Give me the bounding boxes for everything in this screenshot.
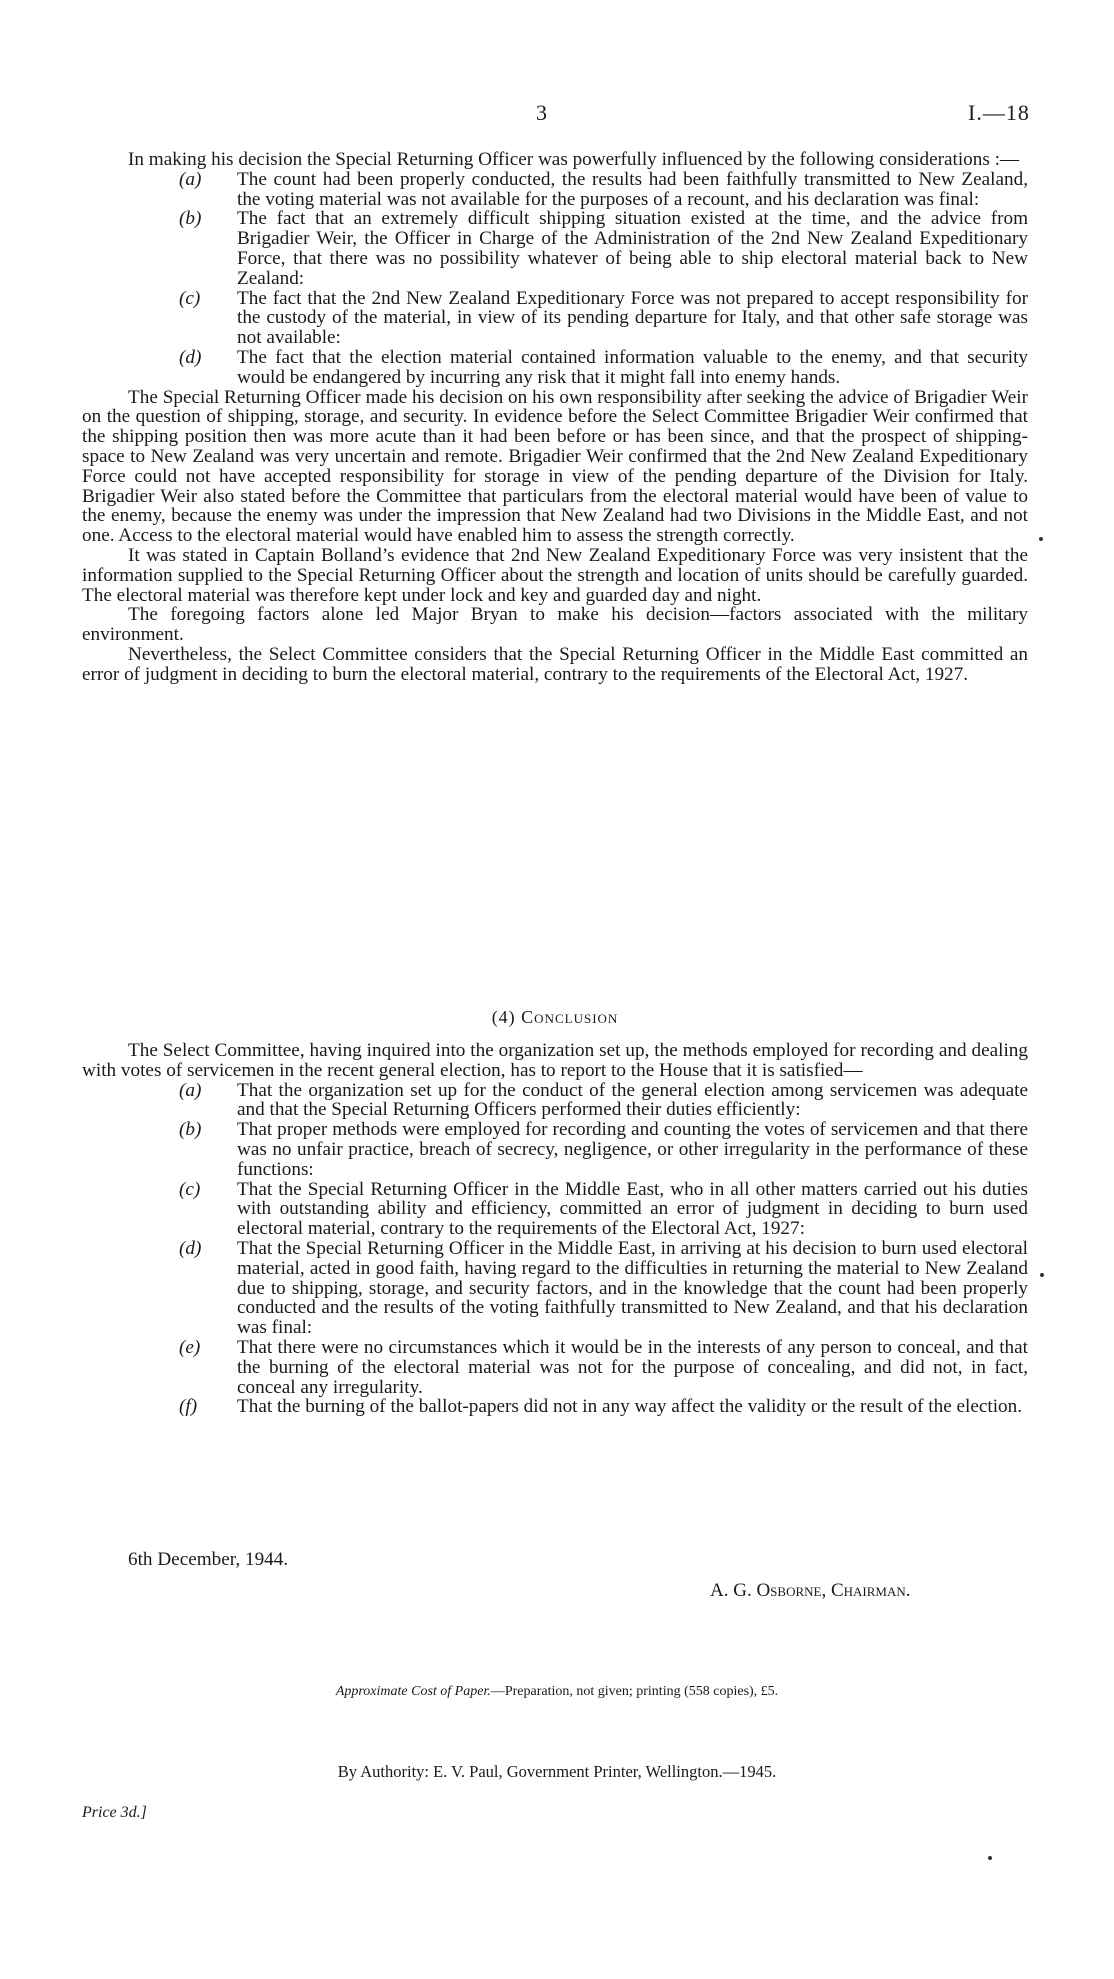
item-label: (e) [179,1336,201,1358]
conclusion-item-e [82,1338,1028,1397]
conclusion-item-c [82,1180,1028,1239]
printer-authority: By Authority: E. V. Paul, Government Printer, Wellington.—1945. [337,1762,777,1781]
item-text: The fact that the election material contained information valuable to the enemy, and that security would be endangered by incurring any risk that it might fall into enemy hands. [237,346,1028,388]
item-text: That the Special Returning Officer in the Middle East, who in all other matters carried out his duties with outstanding ability and efficiency, committed an error of judgment in deciding to burn used electoral material, contrary to the requirements of the Electoral Act, 1927: [237,1178,1028,1240]
item-text: That proper methods were employed for recording and counting the votes of servicemen and that there was no unfair practice, breach of secrecy, negligence, or other irregularity in the performance of these functions: [237,1119,1028,1180]
item-label: (f) [179,1396,198,1418]
item-label: (c) [179,1178,201,1200]
item-label: (b) [179,1119,202,1141]
margin-speck [988,1856,992,1860]
item-text: That the organization set up for the conduct of the general election among servicemen was adequate and that the Special Returning Officers performed their duties efficiently: [237,1079,1028,1121]
consideration-b [82,209,1028,288]
price: Price 3d.] [82,1804,147,1821]
cost-text: —Preparation, not given; printing (558 copies), £5. [490,1684,779,1699]
document-reference: I.—18 [968,100,1030,125]
margin-speck [1039,537,1043,541]
conclusion-section [82,1007,1028,1417]
conclusion-item-d [82,1239,1028,1338]
item-label: (a) [179,1079,202,1101]
body-paragraph: The Special Returning Officer made his decision on his own responsibility after seeking the advice of Brigadier Weir on the question of shipping, storage, and security. In evidence before the Select Committee Brigadier Weir confirmed that the shipping position then was more acute than it had been before or has been since, and that the prospect of shipping-space to New Zealand was very uncertain and remote. Brigadier Weir confirmed that the 2nd New Zealand Expeditionary Force could not have accepted responsibility for storage in view of the pending departure of the Division for Italy. Brigadier Weir also stated before the Committee that particulars from the electoral material would have been of value to the enemy, because the enemy was under the impression that New Zealand had two Divisions in the Middle East, and not one. Access to the electoral material would have enabled him to assess the strength correctly. [82,386,1028,547]
consideration-a [82,170,1028,210]
intro-paragraph: In making his decision the Special Returning Officer was powerfully influenced by the following considerations :— [128,149,1020,170]
item-text: That the Special Returning Officer in the Middle East, in arriving at his decision to burn used electoral material, acted in good faith, having regard to the difficulties in returning the material to New Zealand due to shipping, storage, and security factors, and in the knowledge that the count had been properly conducted and the results of the voting faithfully transmitted to New Zealand, and that his declaration was final: [237,1237,1028,1339]
item-text: The fact that an extremely difficult shipping situation existed at the time, and the advice from Brigadier Weir, the Officer in Charge of the Administration of the 2nd New Zealand Expeditionary Force, that there was no possibility whatever of being able to ship electoral material back to New Zealand: [237,208,1028,289]
item-label: (a) [179,168,202,190]
conclusion-item-b [82,1120,1028,1179]
considerations-section [82,150,1028,685]
cost-label: Approximate Cost of Paper. [335,1684,491,1699]
item-label: (c) [179,287,201,309]
conclusion-intro: The Select Committee, having inquired into the organization set up, the methods employed for recording and dealing with votes of servicemen in the recent general election, has to report to the House that it is satisfied— [82,1040,1028,1081]
item-label: (b) [179,208,202,230]
report-date: 6th December, 1944. [128,1549,289,1570]
conclusion-heading: (4) Conclusion [491,1007,619,1027]
item-text: The count had been properly conducted, the results had been faithfully transmitted to New Zealand, the voting material was not available for the purposes of a recount, and his declaration was final: [237,168,1028,210]
body-paragraph: The foregoing factors alone led Major Bryan to make his decision—factors associated with the military environment. [82,604,1028,646]
conclusion-item-f [82,1397,1028,1417]
consideration-c [82,289,1028,348]
item-label: (d) [179,1237,202,1259]
consideration-d [82,348,1028,388]
item-text: The fact that the 2nd New Zealand Expeditionary Force was not prepared to accept responsibility for the custody of the material, in view of its pending departure for Italy, and that other safe storage was not available: [237,287,1028,349]
item-text: That the burning of the ballot-papers did not in any way affect the validity or the result of the election. [237,1396,1023,1418]
body-paragraph: Nevertheless, the Select Committee considers that the Special Returning Officer in the Middle East committed an error of judgment in deciding to burn the electoral material, contrary to the requirements of the Electoral Act, 1927. [82,643,1028,685]
page-number: 3 [536,100,547,125]
item-text: That there were no circumstances which it would be in the interests of any person to conceal, and that the burning of the electoral material was not for the purpose of concealing, and did not, in fact, conceal any irregularity. [237,1336,1028,1398]
item-label: (d) [179,346,202,368]
conclusion-item-a [82,1081,1028,1121]
margin-speck [1040,1273,1044,1277]
body-paragraph: It was stated in Captain Bolland’s evidence that 2nd New Zealand Expeditionary Force was very insistent that the information supplied to the Special Returning Officer about the strength and location of units should be carefully guarded. The electoral material was therefore kept under lock and key and guarded day and night. [82,544,1028,606]
chairman-signature: A. G. Osborne, Chairman. [710,1580,911,1601]
cost-of-paper [0,1684,1114,1700]
